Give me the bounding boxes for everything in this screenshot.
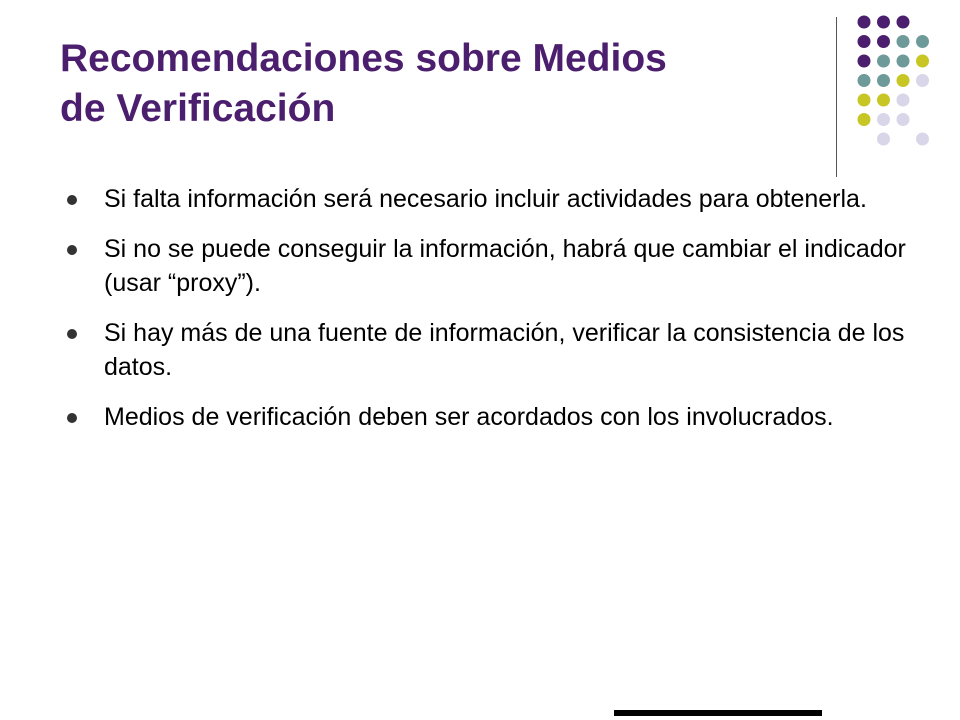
teal-dot xyxy=(897,55,910,68)
lavender-dot xyxy=(916,133,929,146)
purple-dot xyxy=(858,35,871,48)
yellow-dot xyxy=(877,94,890,107)
purple-dot xyxy=(877,16,890,29)
bullet-item xyxy=(64,400,914,434)
bullet-dot-icon xyxy=(67,413,77,423)
lavender-dot xyxy=(877,113,890,126)
purple-dot xyxy=(877,35,890,48)
yellow-dot xyxy=(897,74,910,87)
slide-title xyxy=(60,34,820,134)
purple-dot xyxy=(858,55,871,68)
yellow-dot xyxy=(916,55,929,68)
lavender-dot xyxy=(916,74,929,87)
bullet-item xyxy=(64,232,914,300)
bullet-item xyxy=(64,182,914,216)
bullet-text: Si falta información será necesario incluir actividades para obtenerla. xyxy=(104,185,867,213)
footer-bar xyxy=(614,710,822,716)
purple-dot xyxy=(858,16,871,29)
teal-dot xyxy=(858,74,871,87)
bullet-list xyxy=(64,182,914,450)
yellow-dot xyxy=(858,94,871,107)
teal-dot xyxy=(877,74,890,87)
bullet-text: Si no se puede conseguir la información, habrá que cambiar el indicador (usar “proxy”). xyxy=(104,235,906,297)
bullet-dot-icon xyxy=(67,329,77,339)
bullet-dot-icon xyxy=(67,245,77,255)
lavender-dot xyxy=(877,133,890,146)
bullet-dot-icon xyxy=(67,195,77,205)
bullet-item xyxy=(64,316,914,384)
dot-grid-svg xyxy=(855,14,935,154)
bullet-text: Medios de verificación deben ser acordados con los involucrados. xyxy=(104,403,834,431)
teal-dot xyxy=(897,35,910,48)
bullet-text: Si hay más de una fuente de información, verificar la consistencia de los datos. xyxy=(104,319,905,381)
yellow-dot xyxy=(858,113,871,126)
vertical-divider xyxy=(836,17,837,177)
purple-dot xyxy=(897,16,910,29)
decorative-dot-grid xyxy=(855,14,935,154)
slide-title-line-1: Recomendaciones sobre Medios xyxy=(60,37,667,80)
slide-title-line-2: de Verificación xyxy=(60,87,336,130)
teal-dot xyxy=(916,35,929,48)
lavender-dot xyxy=(897,113,910,126)
teal-dot xyxy=(877,55,890,68)
lavender-dot xyxy=(897,94,910,107)
